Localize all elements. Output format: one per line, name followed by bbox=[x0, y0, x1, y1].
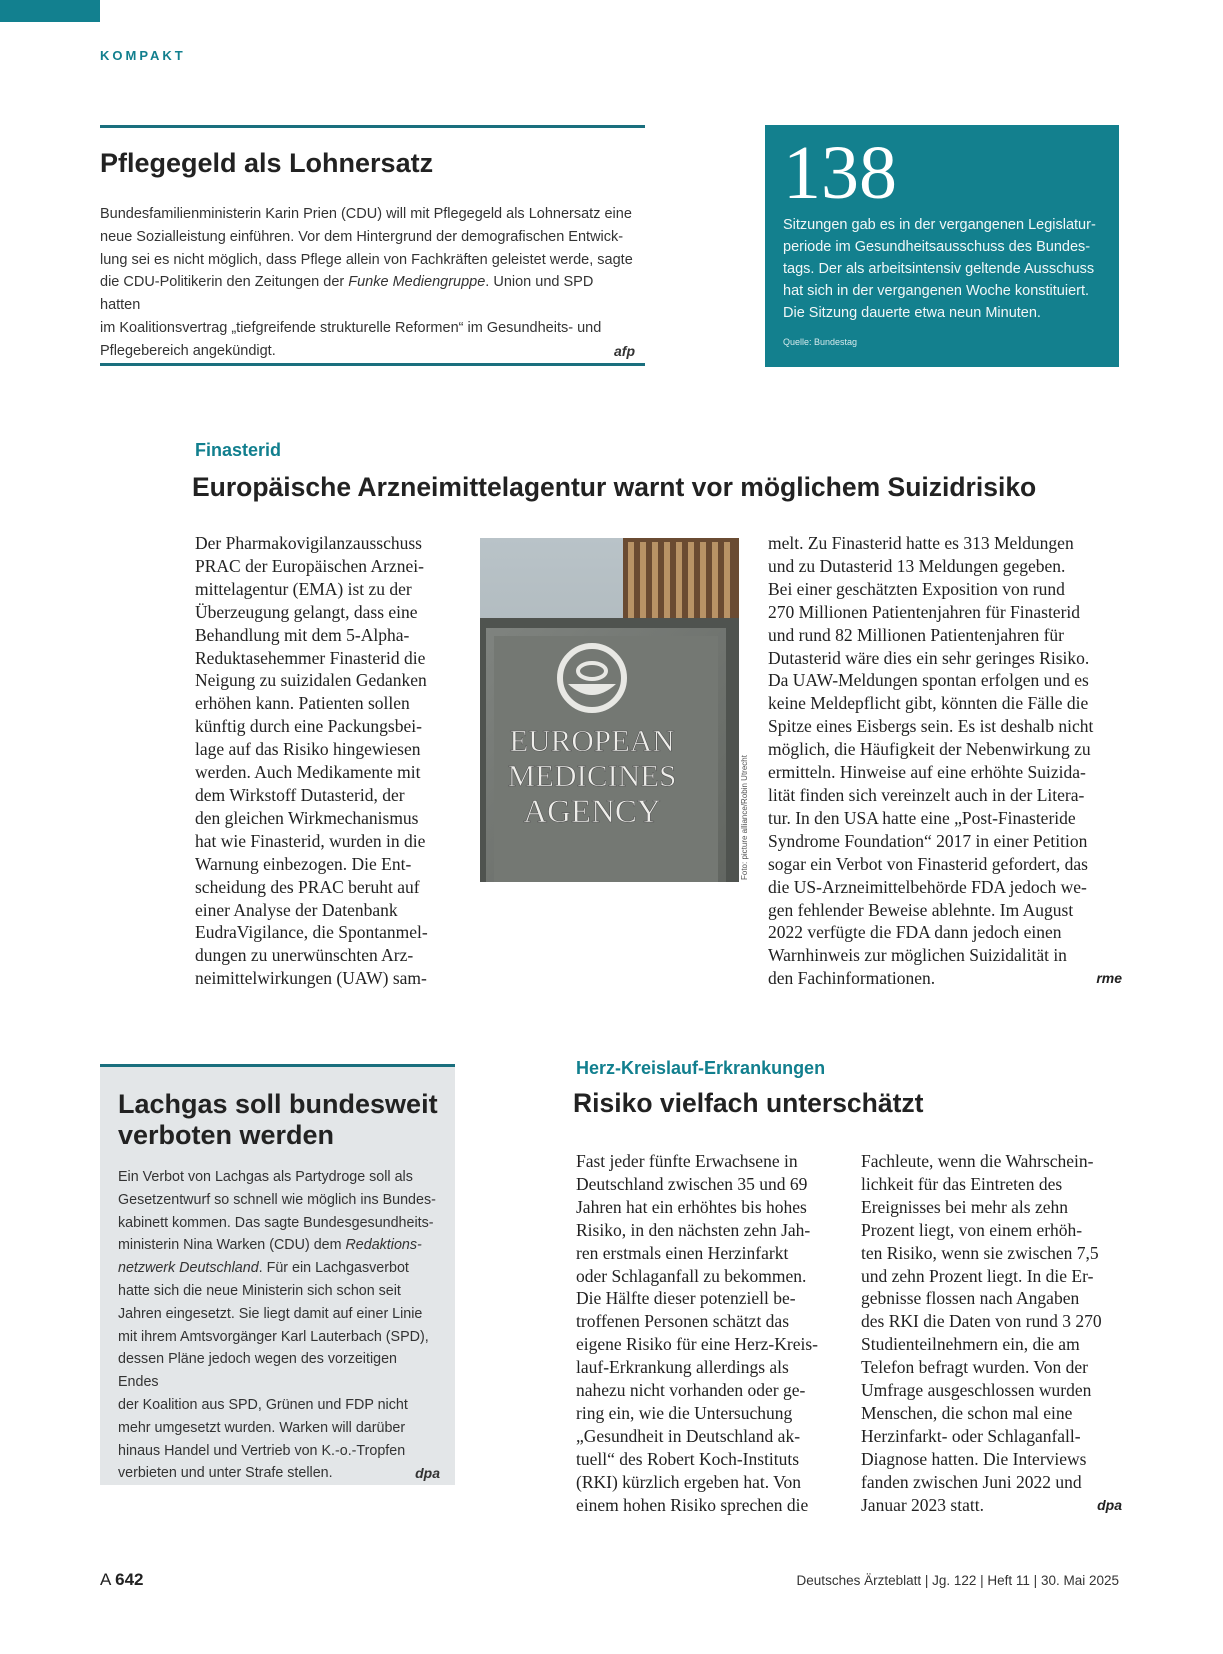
text-line: neue Sozialleistung einführen. Vor dem Hintergrund der demografischen Entwick- bbox=[100, 228, 624, 245]
text-line-last bbox=[118, 1462, 440, 1485]
text-line: Jahren eingesetzt. Sie liegt damit auf einer Linie bbox=[118, 1305, 423, 1322]
text-line bbox=[118, 1234, 440, 1257]
text-line: Behandlung mit dem 5-Alpha- bbox=[195, 624, 410, 645]
lachgas-title bbox=[118, 1089, 438, 1151]
text-line: scheidung des PRAC beruht auf bbox=[195, 876, 420, 897]
text-line: Umfrage ausgeschlossen wurden bbox=[861, 1380, 1092, 1401]
text-line: Gesetzentwurf so schnell wie möglich ins Bundes- bbox=[118, 1191, 436, 1208]
text-line: einer Analyse der Datenbank bbox=[195, 899, 398, 920]
text-line: Neigung zu suizidalen Gedanken bbox=[195, 670, 427, 691]
text-line: keine Meldepflicht gibt, könnten die Fälle die bbox=[768, 693, 1089, 714]
text-line bbox=[118, 1257, 440, 1280]
pflegegeld-body bbox=[100, 203, 635, 363]
text-line: troffenen Personen schätzt das bbox=[576, 1311, 790, 1332]
text-line: werden. Auch Medikamente mit bbox=[195, 762, 421, 783]
finasterid-kicker: Finasterid bbox=[195, 440, 282, 460]
text-line: möglich, die Häufigkeit der Nebenwirkung zu bbox=[768, 739, 1091, 760]
stat-text-line: Sitzungen gab es in der vergangenen Legislatur- bbox=[783, 217, 1096, 233]
herz-title: Risiko vielfach unterschätzt bbox=[573, 1088, 924, 1118]
agency-tag: dpa bbox=[1097, 1496, 1122, 1513]
text-line: (RKI) kürzlich ergeben hat. Von bbox=[576, 1471, 802, 1492]
top-rule bbox=[100, 125, 645, 128]
herz-column-2 bbox=[861, 1150, 1122, 1517]
lachgas-body bbox=[118, 1166, 440, 1485]
text-line: hinaus Handel und Vertrieb von K.-o.-Tropfen bbox=[118, 1442, 406, 1459]
agency-tag: rme bbox=[1096, 970, 1122, 987]
herz-column-1 bbox=[576, 1150, 838, 1517]
publication-name: Redaktions- bbox=[345, 1237, 422, 1254]
text-line: Deutschland zwischen 35 und 69 bbox=[576, 1173, 808, 1194]
text-line: Da UAW-Meldungen spontan erfolgen und es bbox=[768, 670, 1089, 691]
stat-text-line: hat sich in der vergangenen Woche konstituiert. bbox=[783, 283, 1090, 299]
sign-text-3: AGENCY bbox=[523, 794, 661, 830]
text-line: Bundesfamilienministerin Karin Prien (CDU) will mit Pflegegeld als Lohnersatz eine bbox=[100, 206, 632, 222]
pflegegeld-title: Pflegegeld als Lohnersatz bbox=[100, 148, 434, 178]
bottom-rule bbox=[100, 363, 645, 366]
publication-name: netzwerk Deutschland bbox=[118, 1260, 259, 1277]
text-line: lung sei es nicht möglich, dass Pflege allein von Fachkräften geleistet werde, sagte bbox=[100, 251, 633, 268]
text-line: ten Risiko, wenn sie zwischen 7,5 bbox=[861, 1242, 1099, 1263]
agency-tag: afp bbox=[614, 342, 635, 359]
text-span: ministerin Nina Warken (CDU) dem bbox=[118, 1237, 346, 1254]
text-line: Bei einer geschätzten Exposition von rund bbox=[768, 578, 1065, 599]
text-line: nahezu nicht vorhanden oder ge- bbox=[576, 1380, 806, 1401]
text-line: Ein Verbot von Lachgas als Partydroge soll als bbox=[118, 1169, 413, 1185]
text-line: Telefon befragt wurden. Von der bbox=[861, 1357, 1089, 1378]
stat-text-line: Die Sitzung dauerte etwa neun Minuten. bbox=[783, 305, 1041, 321]
text-line: Warnhinweis zur möglichen Suizidalität in bbox=[768, 945, 1067, 966]
text-line: dessen Pläne jedoch wegen des vorzeitigen Endes bbox=[118, 1351, 397, 1391]
text-line: 2022 verfügte die FDA dann jedoch einen bbox=[768, 922, 1062, 943]
text-line: neimittelwirkungen (UAW) sam- bbox=[195, 968, 427, 989]
text-line-last bbox=[100, 340, 635, 363]
text-span: die CDU-Politikerin den Zeitungen der bbox=[100, 274, 349, 291]
text-line: und zehn Prozent liegt. In die Er- bbox=[861, 1265, 1094, 1286]
text-line: den gleichen Wirkmechanismus bbox=[195, 807, 419, 828]
text-line: mittelagentur (EMA) ist zu der bbox=[195, 578, 412, 599]
text-line: der Koalition aus SPD, Grünen und FDP nicht bbox=[118, 1396, 408, 1413]
text-line: Ereignisses bei mehr als zehn bbox=[861, 1196, 1069, 1217]
text-line: Menschen, die schon mal eine bbox=[861, 1402, 1073, 1423]
text-line: erhöhen kann. Patienten sollen bbox=[195, 693, 410, 714]
title-line: Lachgas soll bundesweit bbox=[118, 1089, 438, 1119]
sign-text-1: EUROPEAN bbox=[509, 723, 675, 758]
section-label: KOMPAKT bbox=[100, 48, 186, 63]
text-line: gebnisse flossen nach Angaben bbox=[861, 1288, 1080, 1309]
text-line: Der Pharmakovigilanzausschuss bbox=[195, 533, 422, 553]
text-line: hat wie Finasterid, wurden in die bbox=[195, 830, 426, 851]
text-line: tur. In den USA hatte eine „Post-Finasteride bbox=[768, 807, 1076, 828]
text-line: gen fehlender Beweise ablehnte. Im August bbox=[768, 899, 1074, 920]
text-line: des RKI die Daten von rund 3 270 bbox=[861, 1311, 1102, 1332]
stat-source: Quelle: Bundestag bbox=[783, 337, 858, 347]
finasterid-column-2 bbox=[768, 532, 1122, 990]
text-line-last bbox=[768, 967, 1122, 990]
text-line: und zu Dutasterid 13 Meldungen gegeben. bbox=[768, 555, 1066, 576]
text-line: Warnung einbezogen. Die Ent- bbox=[195, 853, 412, 874]
corner-accent-bar bbox=[0, 0, 100, 22]
page-prefix: A bbox=[100, 1570, 116, 1589]
text-line: Die Hälfte dieser potenziell be- bbox=[576, 1288, 796, 1309]
lachgas-box bbox=[100, 1064, 455, 1485]
text-line: eigene Risiko für eine Herz-Kreis- bbox=[576, 1334, 818, 1355]
text-span: Januar 2023 statt. bbox=[861, 1494, 984, 1515]
text-line: lichkeit für das Eintreten des bbox=[861, 1173, 1063, 1194]
text-line: künftig durch eine Packungsbei- bbox=[195, 716, 422, 737]
text-line bbox=[100, 271, 635, 317]
text-line: 270 Millionen Patientenjahren für Finasterid bbox=[768, 601, 1081, 622]
text-line: sogar ein Verbot von Finasterid gefordert, das bbox=[768, 853, 1088, 874]
text-line: Herzinfarkt- oder Schlaganfall- bbox=[861, 1425, 1081, 1446]
text-line: Prozent liegt, von einem erhöh- bbox=[861, 1219, 1083, 1240]
text-span: verbieten und unter Strafe stellen. bbox=[118, 1465, 333, 1482]
text-line: mit ihrem Amtsvorgänger Karl Lauterbach (SPD), bbox=[118, 1328, 429, 1345]
text-line: Jahren hat ein erhöhtes bis hohes bbox=[576, 1196, 807, 1217]
text-line: dem Wirkstoff Dutasterid, der bbox=[195, 784, 405, 805]
text-span: Pflegebereich angekündigt. bbox=[100, 342, 276, 359]
text-line-last bbox=[861, 1494, 1122, 1517]
finasterid-column-1 bbox=[195, 532, 455, 990]
text-line: Spitze eines Eisbergs sein. Es ist deshalb nicht bbox=[768, 716, 1094, 737]
page-number-value: 642 bbox=[115, 1570, 144, 1589]
herz-kicker: Herz-Kreislauf-Erkrankungen bbox=[576, 1058, 826, 1078]
text-line: im Koalitionsvertrag „tiefgreifende strukturelle Reformen“ im Gesundheits- und bbox=[100, 319, 602, 336]
text-line: Fachleute, wenn die Wahrschein- bbox=[861, 1151, 1094, 1171]
stat-number: 138 bbox=[783, 131, 897, 215]
text-line: mehr umgesetzt wurden. Warken will darüber bbox=[118, 1419, 406, 1436]
agency-tag: dpa bbox=[415, 1465, 440, 1482]
text-span: . Für ein Lachgasverbot bbox=[258, 1260, 409, 1277]
text-line: lauf-Erkrankung allerdings als bbox=[576, 1357, 789, 1378]
text-line: tuell“ des Robert Koch-Instituts bbox=[576, 1448, 800, 1469]
text-line: die US-Arzneimittelbehörde FDA jedoch we- bbox=[768, 876, 1087, 897]
text-line: lage auf das Risiko hingewiesen bbox=[195, 739, 421, 760]
text-line: oder Schlaganfall zu bekommen. bbox=[576, 1265, 807, 1286]
finasterid-title: Europäische Arzneimittelagentur warnt vor möglichem Suizidrisiko bbox=[192, 472, 1037, 502]
text-span: . Union und SPD hatten bbox=[100, 274, 594, 314]
stat-text-line: tags. Der als arbeitsintensiv geltende Ausschuss bbox=[783, 261, 1095, 277]
text-line: EudraVigilance, die Spontanmel- bbox=[195, 922, 428, 943]
text-line: einem hohen Risiko sprechen die bbox=[576, 1494, 809, 1515]
ema-building-photo bbox=[480, 538, 739, 882]
text-line: kabinett kommen. Das sagte Bundesgesundheits- bbox=[118, 1214, 434, 1231]
stat-text-line: periode im Gesundheitsausschuss des Bundes- bbox=[783, 239, 1091, 255]
text-line: Risiko, in den nächsten zehn Jah- bbox=[576, 1219, 811, 1240]
photo-illustration bbox=[480, 538, 739, 882]
journal-info: Deutsches Ärzteblatt | Jg. 122 | Heft 11 | 30. Mai 2025 bbox=[796, 1573, 1119, 1588]
photo-credit: Foto: picture alliance/Robin Utrecht bbox=[740, 755, 749, 880]
page-number bbox=[100, 1570, 144, 1590]
text-line: ermitteln. Hinweise auf eine erhöhte Suizida- bbox=[768, 762, 1086, 783]
publication-name: Funke Mediengruppe bbox=[348, 274, 486, 291]
stat-box bbox=[765, 125, 1119, 367]
text-line: ren erstmals einen Herzinfarkt bbox=[576, 1242, 789, 1263]
text-line: Syndrome Foundation“ 2017 in einer Petition bbox=[768, 830, 1088, 851]
text-line: Reduktasehemmer Finasterid die bbox=[195, 647, 426, 668]
text-line: Dutasterid wäre dies ein sehr geringes Risiko. bbox=[768, 647, 1090, 668]
text-line: Diagnose hatten. Die Interviews bbox=[861, 1448, 1087, 1469]
text-line: lität finden sich vereinzelt auch in der Litera- bbox=[768, 784, 1085, 805]
text-line: melt. Zu Finasterid hatte es 313 Meldungen bbox=[768, 533, 1074, 553]
sign-text-2: MEDICINES bbox=[507, 758, 677, 793]
stat-text bbox=[783, 214, 1103, 324]
text-line: hatte sich die neue Ministerin sich schon seit bbox=[118, 1282, 401, 1299]
text-line: Überzeugung gelangt, dass eine bbox=[195, 601, 418, 622]
text-line: dungen zu unerwünschten Arz- bbox=[195, 945, 414, 966]
text-line: Fast jeder fünfte Erwachsene in bbox=[576, 1151, 798, 1171]
text-span: den Fachinformationen. bbox=[768, 968, 936, 989]
text-line: „Gesundheit in Deutschland ak- bbox=[576, 1425, 801, 1446]
text-line: fanden zwischen Juni 2022 und bbox=[861, 1471, 1082, 1492]
text-line: Studienteilnehmern ein, die am bbox=[861, 1334, 1080, 1355]
text-line: ring ein, wie die Untersuchung bbox=[576, 1402, 793, 1423]
text-line: und rund 82 Millionen Patientenjahren für bbox=[768, 624, 1064, 645]
title-line: verboten werden bbox=[118, 1120, 335, 1150]
text-line: PRAC der Europäischen Arznei- bbox=[195, 555, 424, 576]
